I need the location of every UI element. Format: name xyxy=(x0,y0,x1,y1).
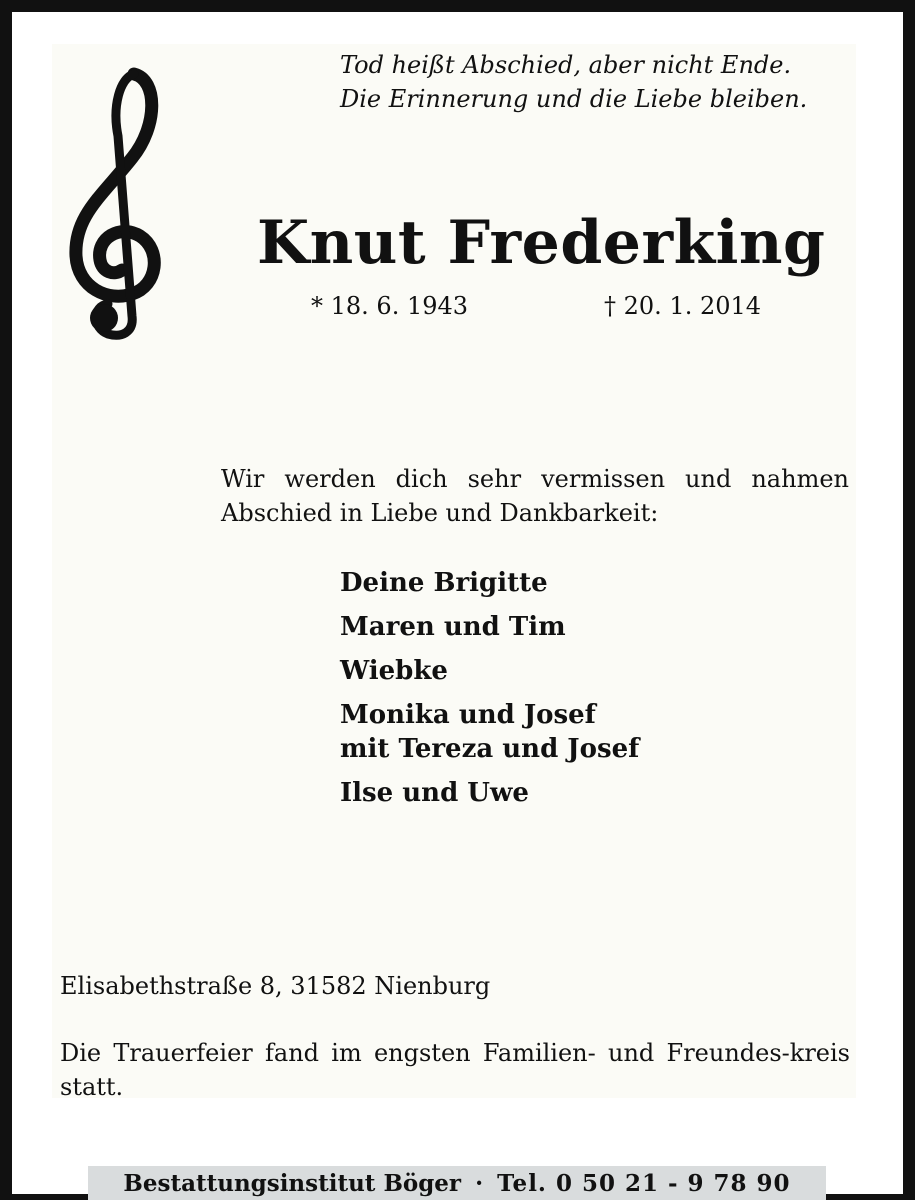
mourners-list xyxy=(340,566,639,810)
birth-date: * 18. 6. 1943 xyxy=(311,292,469,320)
mourner-item: mit Tereza und Josef xyxy=(340,734,640,764)
funeral-home-name: Bestattungsinstitut Böger xyxy=(123,1169,462,1197)
motto-line-1: Tod heißt Abschied, aber nicht Ende. xyxy=(340,51,792,79)
mourner-item: Monika und Josef xyxy=(340,700,596,730)
death-date: † 20. 1. 2014 xyxy=(604,292,762,320)
phone-number: Tel. 0 50 21 - 9 78 90 xyxy=(497,1169,791,1197)
mourner-item: Wiebke xyxy=(340,656,448,686)
deceased-name: Knut Frederking xyxy=(257,208,826,278)
mourner-item: Maren und Tim xyxy=(340,612,566,642)
mourner-item: Deine Brigitte xyxy=(340,568,548,598)
footer-separator: · xyxy=(475,1169,484,1197)
motto-line-2: Die Erinnerung und die Liebe bleiben. xyxy=(340,85,808,113)
footer-banner xyxy=(88,1166,826,1200)
ceremony-note: Die Trauerfeier fand im engsten Familien- und Freundes-kreis statt. xyxy=(60,1039,850,1101)
treble-clef-icon xyxy=(62,66,172,341)
mourner-item: Ilse und Uwe xyxy=(340,778,529,808)
intro-text: Wir werden dich sehr vermissen und nahmen Abschied in Liebe und Dankbarkeit: xyxy=(221,465,849,527)
motto xyxy=(340,48,807,116)
address: Elisabethstraße 8, 31582 Nienburg xyxy=(60,972,491,1000)
